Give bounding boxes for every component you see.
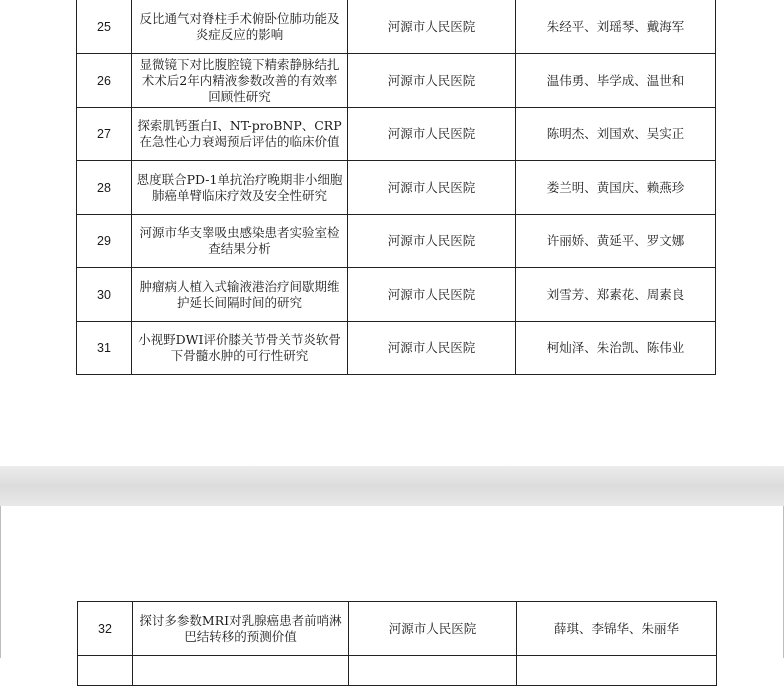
institution: 河源市人民医院 <box>348 108 516 161</box>
project-title: 探讨多参数MRI对乳腺癌患者前哨淋巴结转移的预测价值 <box>133 602 349 656</box>
table-row <box>77 215 716 268</box>
empty-cell <box>349 656 517 686</box>
authors: 朱经平、刘瑶琴、戴海军 <box>516 0 716 54</box>
table-row <box>77 108 716 161</box>
authors: 薛琪、李锦华、朱丽华 <box>517 602 717 656</box>
row-number: 30 <box>77 268 132 322</box>
table-row <box>78 602 717 656</box>
row-number: 27 <box>77 108 132 161</box>
page-separator <box>0 466 784 506</box>
table-row <box>77 268 716 322</box>
table-row <box>77 322 716 375</box>
results-table-continued <box>77 601 717 686</box>
institution: 河源市人民医院 <box>349 602 517 656</box>
table-row <box>78 656 717 686</box>
institution: 河源市人民医院 <box>348 268 516 322</box>
results-table <box>76 0 716 375</box>
document-page-2 <box>0 506 784 658</box>
authors: 娄兰明、黄国庆、赖燕珍 <box>516 161 716 215</box>
project-title: 恩度联合PD-1单抗治疗晚期非小细胞肺癌单臂临床疗效及安全性研究 <box>132 161 348 215</box>
authors: 许丽娇、黄延平、罗文娜 <box>516 215 716 268</box>
institution: 河源市人民医院 <box>348 161 516 215</box>
row-number: 32 <box>78 602 133 656</box>
project-title: 显微镜下对比腹腔镜下精索静脉结扎术术后2年内精液参数改善的有效率回顾性研究 <box>132 54 348 108</box>
row-number: 29 <box>77 215 132 268</box>
institution: 河源市人民医院 <box>348 215 516 268</box>
table-row <box>77 0 716 54</box>
project-title: 肿瘤病人植入式输液港治疗间歇期维护延长间隔时间的研究 <box>132 268 348 322</box>
project-title: 小视野DWI评价膝关节骨关节炎软骨下骨髓水肿的可行性研究 <box>132 322 348 375</box>
project-title: 反比通气对脊柱手术俯卧位肺功能及炎症反应的影响 <box>132 0 348 54</box>
row-number: 25 <box>77 0 132 54</box>
empty-cell <box>78 656 133 686</box>
authors: 陈明杰、刘国欢、吴实正 <box>516 108 716 161</box>
row-number: 28 <box>77 161 132 215</box>
project-title: 探索肌钙蛋白I、NT-proBNP、CRP在急性心力衰竭预后评估的临床价值 <box>132 108 348 161</box>
institution: 河源市人民医院 <box>348 322 516 375</box>
institution: 河源市人民医院 <box>348 54 516 108</box>
table-row <box>77 161 716 215</box>
empty-cell <box>133 656 349 686</box>
row-number: 31 <box>77 322 132 375</box>
row-number: 26 <box>77 54 132 108</box>
authors: 柯灿泽、朱治凯、陈伟业 <box>516 322 716 375</box>
authors: 温伟勇、毕学成、温世和 <box>516 54 716 108</box>
authors: 刘雪芳、郑素花、周素良 <box>516 268 716 322</box>
empty-cell <box>517 656 717 686</box>
table-row <box>77 54 716 108</box>
institution: 河源市人民医院 <box>348 0 516 54</box>
project-title: 河源市华支睾吸虫感染患者实验室检查结果分析 <box>132 215 348 268</box>
